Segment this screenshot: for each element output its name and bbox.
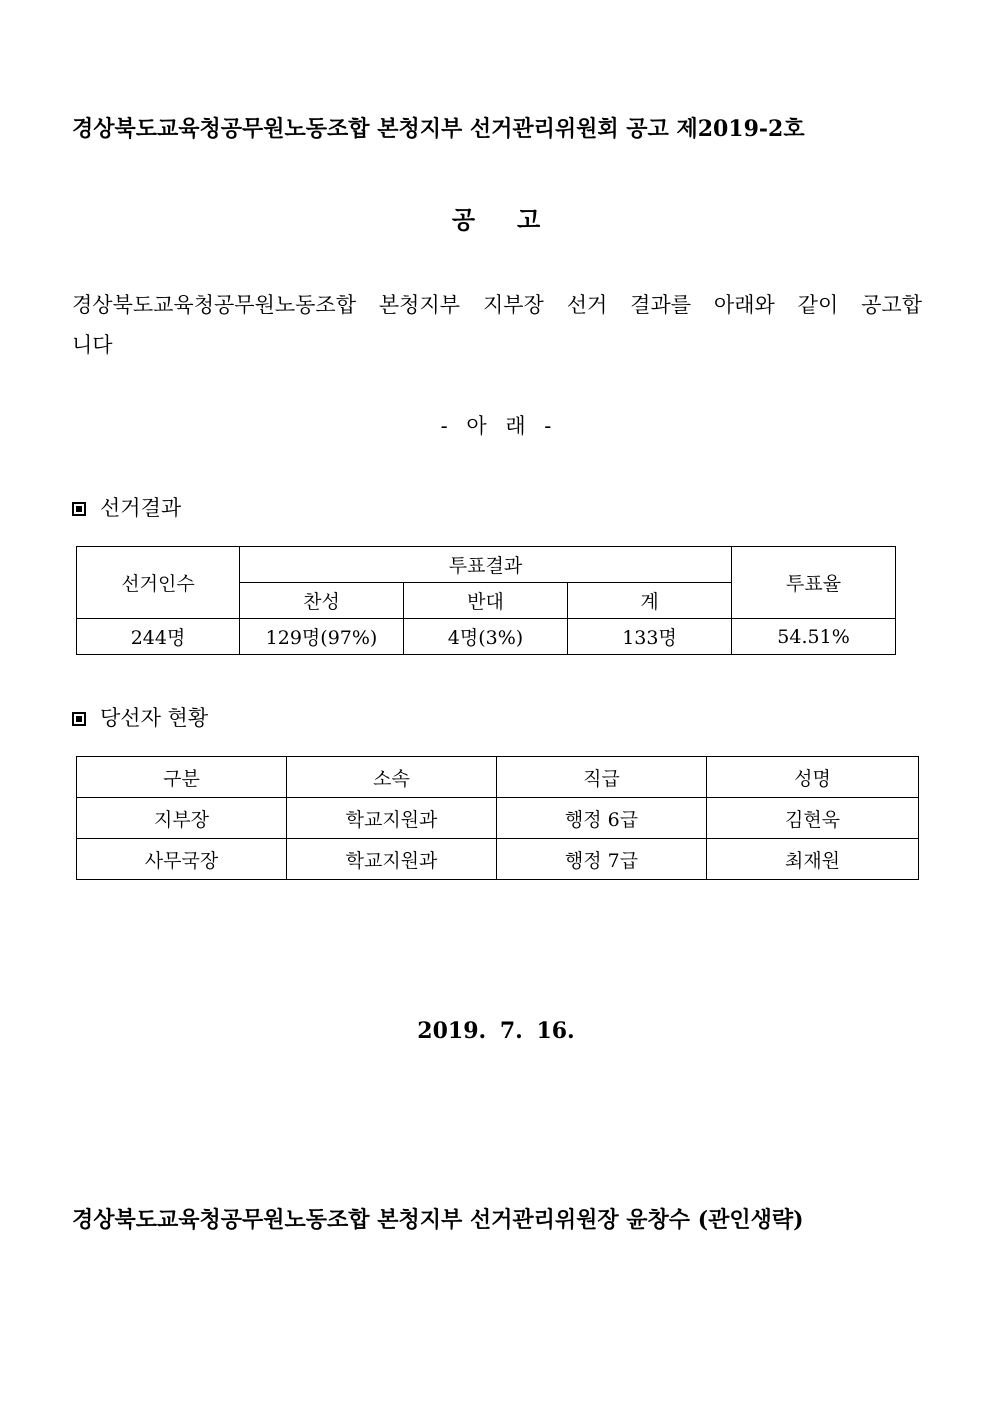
header-category: 구분 [77,757,287,798]
election-results-table [76,546,896,655]
header-total: 계 [568,583,732,619]
intro-paragraph: 경상북도교육청공무원노동조합 본청지부 지부장 선거 결과를 아래와 같이 공고합니다 [72,293,922,357]
header-rank: 직급 [497,757,707,798]
cell-department: 학교지원과 [287,839,497,880]
cell-category: 지부장 [77,798,287,839]
table-row [77,798,919,839]
notice-number: 경상북도교육청공무원노동조합 본청지부 선거관리위원회 공고 제2019-2호 [72,116,805,142]
header-turnout: 투표율 [732,547,896,619]
table-row [77,839,919,880]
details-heading: - 아 래 - [440,414,552,438]
section-election-results-title [72,492,181,522]
cell-for: 129명(97%) [240,619,404,655]
cell-turnout: 54.51% [732,619,896,655]
header-for: 찬성 [240,583,404,619]
section-title-text: 선거결과 [100,496,182,520]
signature-line: 경상북도교육청공무원노동조합 본청지부 선거관리위원장 윤창수 (관인생략) [72,1207,804,1233]
square-bullet-icon [72,712,86,726]
section-elected-title [72,702,208,732]
cell-rank: 행정 7급 [497,839,707,880]
notice-date: 2019. 7. 16. [417,1018,575,1044]
square-bullet-icon [72,502,86,516]
notice-heading: 공고 [451,205,583,234]
header-department: 소속 [287,757,497,798]
cell-name: 최재원 [707,839,919,880]
cell-name: 김현욱 [707,798,919,839]
table-header-row [77,757,919,798]
cell-category: 사무국장 [77,839,287,880]
table-header-row [77,547,896,583]
header-vote-result: 투표결과 [240,547,732,583]
cell-against: 4명(3%) [404,619,568,655]
section-title-text: 당선자 현황 [100,706,209,730]
cell-rank: 행정 6급 [497,798,707,839]
table-row [77,619,896,655]
header-against: 반대 [404,583,568,619]
header-voters: 선거인수 [77,547,240,619]
cell-voters: 244명 [77,619,240,655]
elected-officers-table [76,756,919,880]
header-name: 성명 [707,757,919,798]
cell-total: 133명 [568,619,732,655]
cell-department: 학교지원과 [287,798,497,839]
